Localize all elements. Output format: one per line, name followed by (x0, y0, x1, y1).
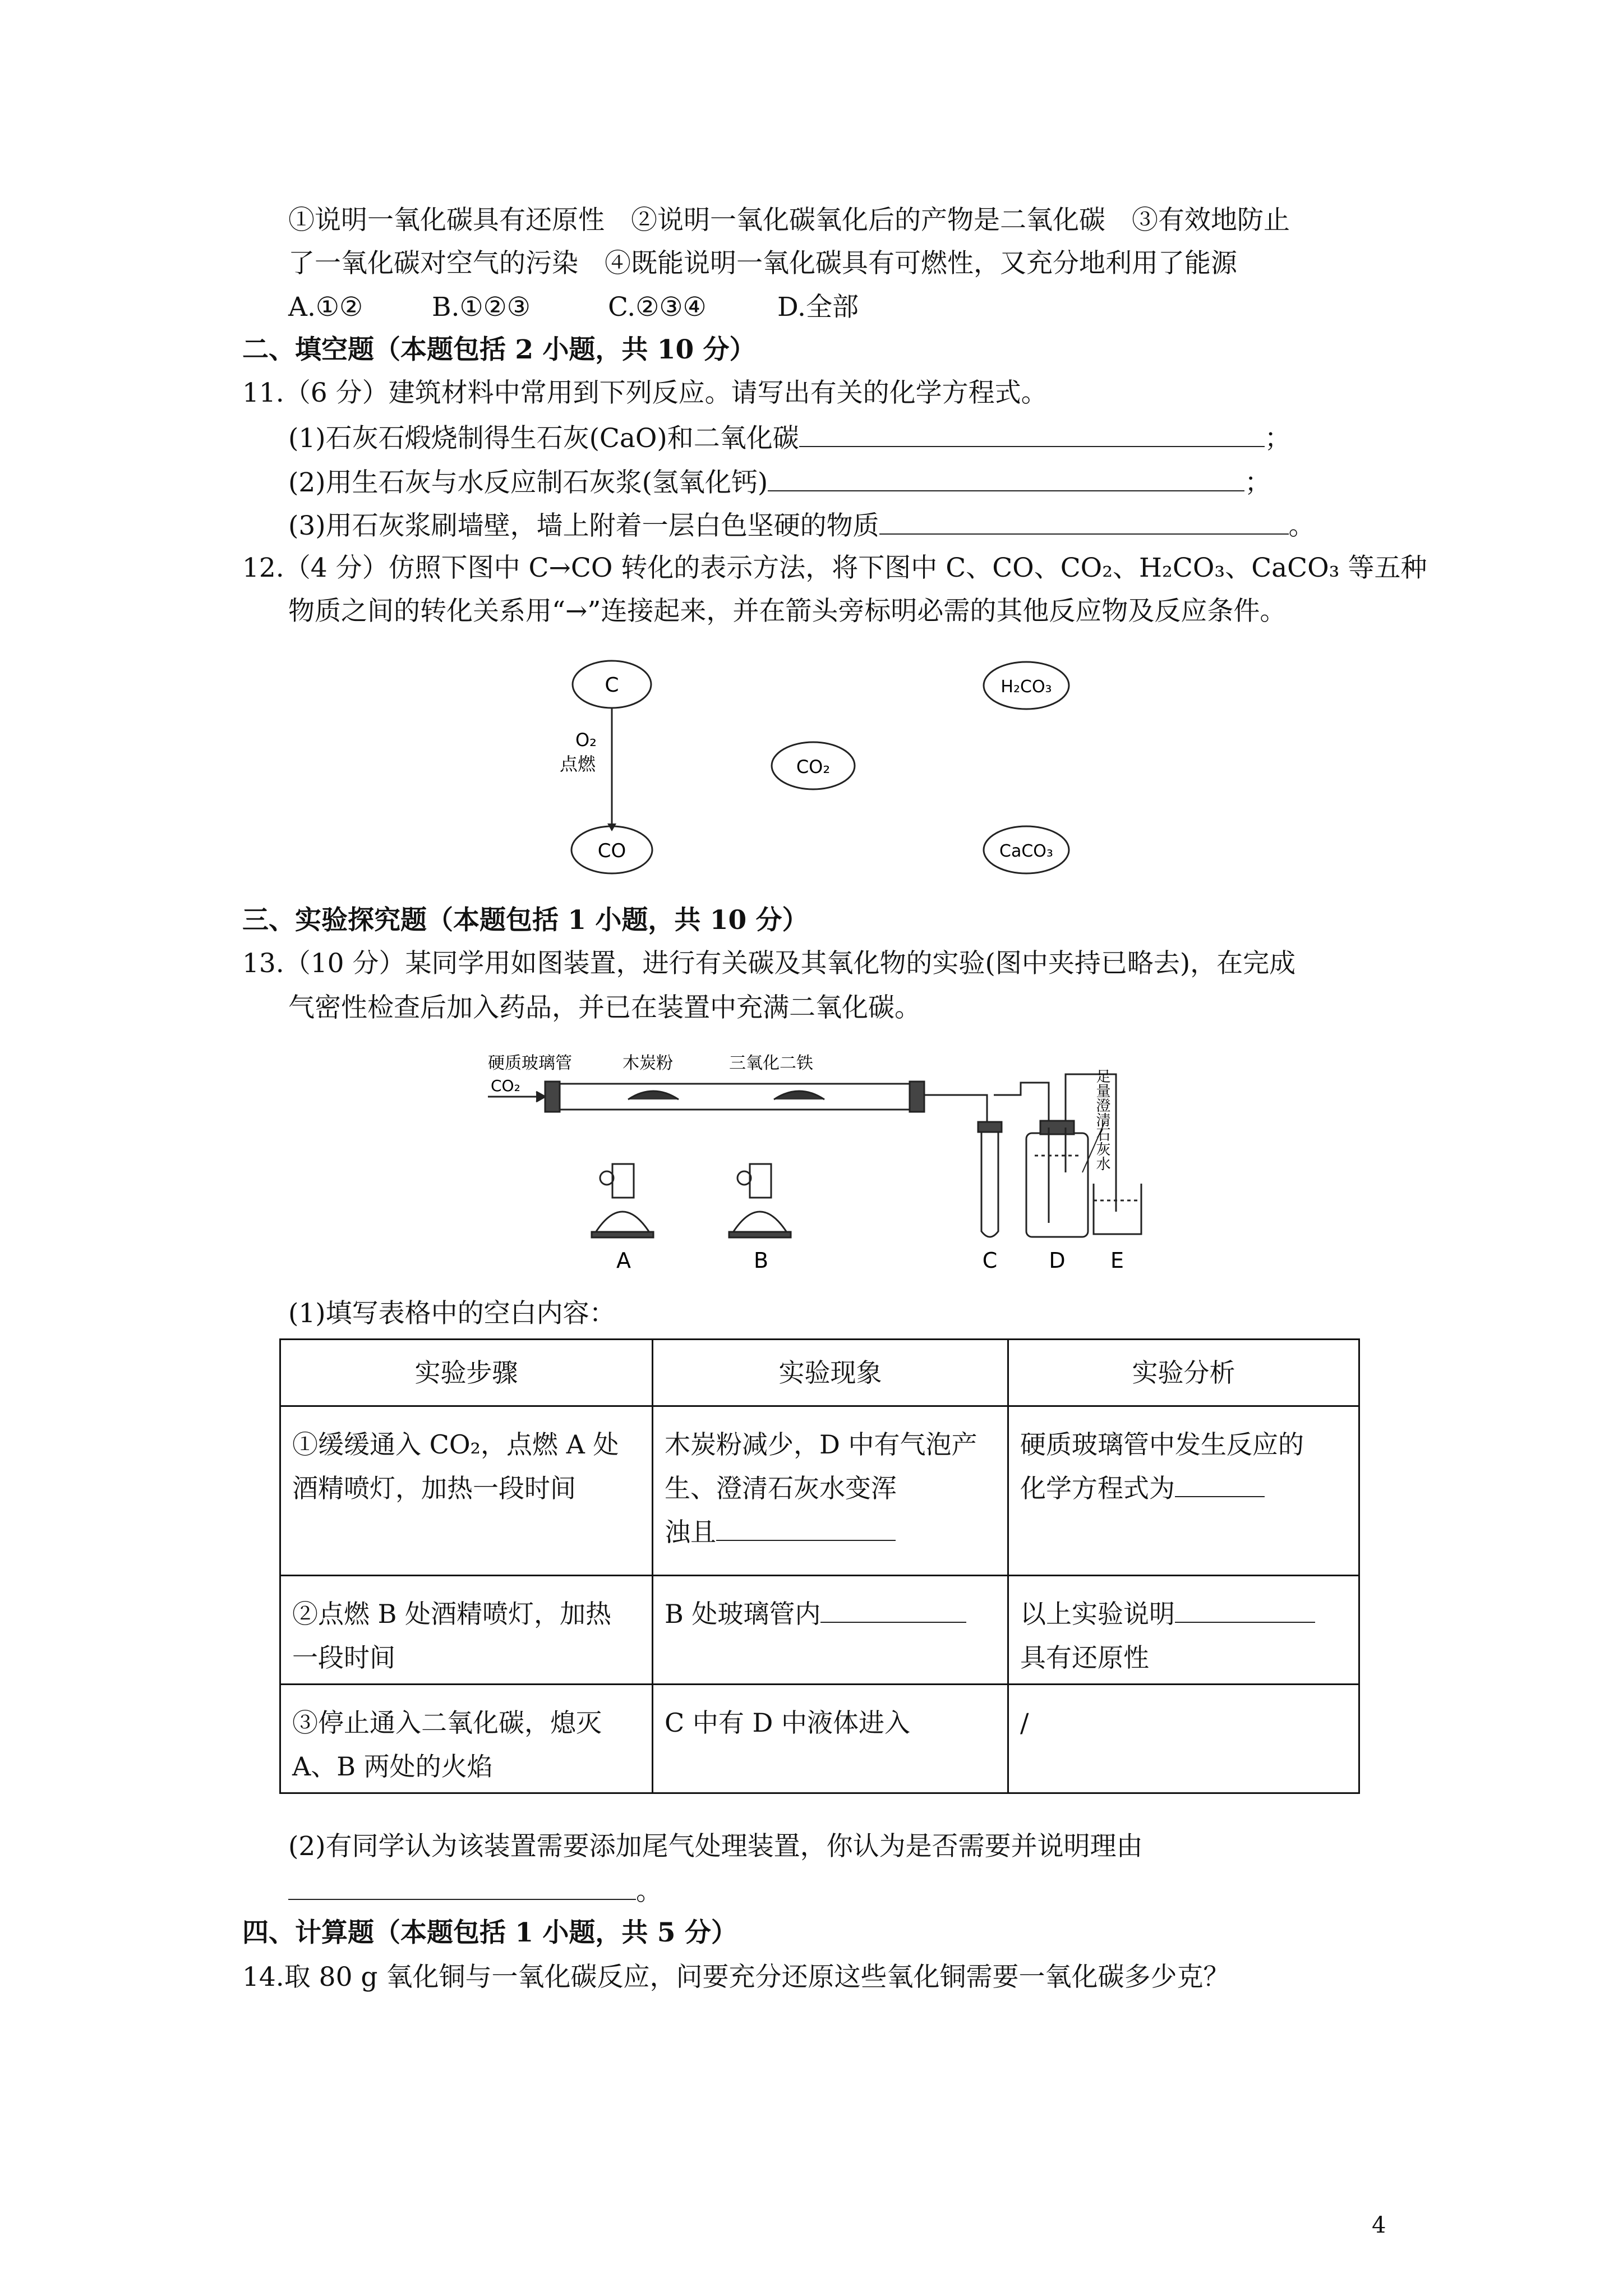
label-limewater: 足量澄清石灰水 (1094, 1069, 1110, 1171)
row3-step (280, 1685, 653, 1793)
q13-line-2: 气密性检查后加入药品，并已在装置中充满二氧化碳。 (288, 992, 921, 1023)
node-h2co3-label: H₂CO₃ (1000, 677, 1052, 697)
q13-part-2-end: 。 (636, 1876, 662, 1907)
letter-c: C (982, 1248, 998, 1273)
q11-stem: 11.（6 分）建筑材料中常用到下列反应。请写出有关的化学方程式。 (242, 378, 1048, 408)
q12-line-2: 物质之间的转化关系用“→”连接起来，并在箭头旁标明必需的其他反应物及反应条件。 (288, 596, 1287, 627)
header-step: 实验步骤 (280, 1340, 653, 1406)
row1-phen-line-1: 木炭粉减少，D 中有气泡产 (665, 1429, 978, 1460)
row1-phen-line-2: 生、澄清石灰水变浑 (665, 1473, 897, 1503)
arrow-label-ignite: 点燃 (559, 753, 596, 775)
q13-line-1: 13.（10 分）某同学用如图装置，进行有关碳及其氧化物的实验(图中夹持已略去)，在完成 (242, 948, 1296, 979)
q11-item-2-end: ； (1244, 467, 1271, 498)
row2-phen-line-1-text: B 处玻璃管内 (665, 1599, 821, 1629)
q11-item-2 (288, 468, 1271, 496)
q11-item-3 (288, 511, 1315, 539)
row1-phen-blank[interactable] (716, 1517, 896, 1541)
header-analysis: 实验分析 (1008, 1340, 1359, 1406)
q11-item-1-end: ； (1264, 423, 1291, 454)
q10-option-line-1: ①说明一氧化碳具有还原性 ②说明一氧化碳氧化后的产物是二氧化碳 ③有效地防止 (288, 205, 1290, 236)
q11-item-1 (288, 424, 1291, 452)
row2-ana-blank[interactable] (1175, 1599, 1315, 1623)
section-4-title: 四、计算题（本题包括 1 小题，共 5 分） (242, 1917, 737, 1948)
row3-ana-line-1: / (1020, 1708, 1029, 1738)
row1-phenomenon (653, 1406, 1008, 1576)
row3-analysis (1008, 1685, 1359, 1793)
letter-b: B (753, 1248, 769, 1273)
q11-item-1-blank[interactable] (799, 424, 1265, 447)
row2-phen-line-1 (665, 1592, 996, 1636)
q13-part-2-blank[interactable] (288, 1876, 636, 1900)
label-iron-oxide: 三氧化二铁 (729, 1053, 813, 1073)
q11-item-3-end: 。 (1288, 510, 1315, 541)
row3-step-line-2: A、B 两处的火焰 (292, 1751, 493, 1782)
q11-item-3-blank[interactable] (879, 511, 1289, 535)
row2-ana-line-1 (1020, 1592, 1347, 1636)
page-number: 4 (1372, 2212, 1386, 2238)
row1-ana-blank[interactable] (1175, 1474, 1265, 1497)
row1-analysis (1008, 1406, 1359, 1576)
q13-part-2-answer (288, 1876, 662, 1907)
q13-part-2: (2)有同学认为该装置需要添加尾气处理装置，你认为是否需要并说明理由 (288, 1831, 1143, 1862)
label-hard-glass-tube: 硬质玻璃管 (488, 1053, 572, 1073)
row2-step-line-1: ②点燃 B 处酒精喷灯，加热 (292, 1599, 612, 1629)
q11-item-1-text: (1)石灰石煅烧制得生石灰(CaO)和二氧化碳 (288, 423, 799, 454)
row1-phen-line-3 (665, 1510, 996, 1554)
row1-ana-line-2-text: 化学方程式为 (1020, 1473, 1175, 1503)
q13-part-1: (1)填写表格中的空白内容： (288, 1298, 616, 1329)
row1-step-line-2: 酒精喷灯，加热一段时间 (292, 1473, 576, 1503)
row1-ana-line-1: 硬质玻璃管中发生反应的 (1020, 1429, 1304, 1460)
row1-step-line-1: ①缓缓通入 CO₂，点燃 A 处 (292, 1429, 619, 1460)
q11-item-3-text: (3)用石灰浆刷墙壁，墙上附着一层白色坚硬的物质 (288, 510, 879, 541)
section-2-title: 二、填空题（本题包括 2 小题，共 10 分） (242, 334, 756, 365)
row2-ana-line-2: 具有还原性 (1020, 1642, 1149, 1673)
q11-item-2-text: (2)用生石灰与水反应制石灰浆(氢氧化钙) (288, 467, 768, 498)
letter-d: D (1049, 1248, 1066, 1273)
row2-phen-blank[interactable] (820, 1599, 966, 1623)
q10-option-line-2: 了一氧化碳对空气的污染 ④既能说明一氧化碳具有可燃性，又充分地利用了能源 (288, 248, 1237, 279)
row1-step (280, 1406, 653, 1576)
row1-phen-line-3-text: 浊且 (665, 1517, 716, 1547)
header-phenomenon: 实验现象 (653, 1340, 1008, 1406)
q14-stem: 14.取 80 g 氧化铜与一氧化碳反应，问要充分还原这些氧化铜需要一氧化碳多少克？ (242, 1962, 1230, 1993)
row2-step (280, 1576, 653, 1685)
q10-choice-d: D.全部 (777, 292, 859, 323)
letter-a: A (616, 1248, 631, 1273)
row2-ana-line-1-text: 以上实验说明 (1020, 1599, 1175, 1629)
node-c-label: C (605, 674, 619, 697)
q10-choice-a: A.①② (288, 292, 363, 323)
row1-ana-line-2 (1020, 1466, 1347, 1510)
table-row (280, 1406, 1359, 1576)
experiment-apparatus (482, 1043, 1189, 1279)
label-co2-in: CO₂ (491, 1076, 520, 1095)
row2-analysis (1008, 1576, 1359, 1685)
arrow-label-o2: O₂ (575, 729, 597, 751)
row3-step-line-1: ③停止通入二氧化碳，熄灭 (292, 1708, 602, 1738)
letter-e: E (1110, 1248, 1124, 1273)
row2-phenomenon (653, 1576, 1008, 1685)
q10-choice-c: C.②③④ (608, 292, 707, 323)
section-3-title: 三、实验探究题（本题包括 1 小题，共 10 分） (242, 905, 809, 936)
table-row (280, 1685, 1359, 1793)
row2-step-line-2: 一段时间 (292, 1642, 395, 1673)
table-row (280, 1576, 1359, 1685)
q12-line-1: 12.（4 分）仿照下图中 C→CO 转化的表示方法，将下图中 C、CO、CO₂、H₂CO₃、CaCO₃ 等五种 (242, 553, 1427, 583)
conversion-diagram (538, 645, 1088, 881)
row3-phen-line-1: C 中有 D 中液体进入 (665, 1708, 910, 1738)
q11-item-2-blank[interactable] (768, 468, 1244, 491)
node-co2-label: CO₂ (796, 756, 831, 777)
row3-phenomenon (653, 1685, 1008, 1793)
node-co-label: CO (597, 840, 626, 862)
q10-choice-b: B.①②③ (432, 292, 531, 323)
table-header-row (280, 1340, 1359, 1406)
experiment-table (279, 1338, 1360, 1794)
node-caco3-label: CaCO₃ (999, 841, 1053, 861)
label-charcoal-powder: 木炭粉 (623, 1053, 673, 1073)
apparatus-drawing (488, 1074, 1141, 1237)
